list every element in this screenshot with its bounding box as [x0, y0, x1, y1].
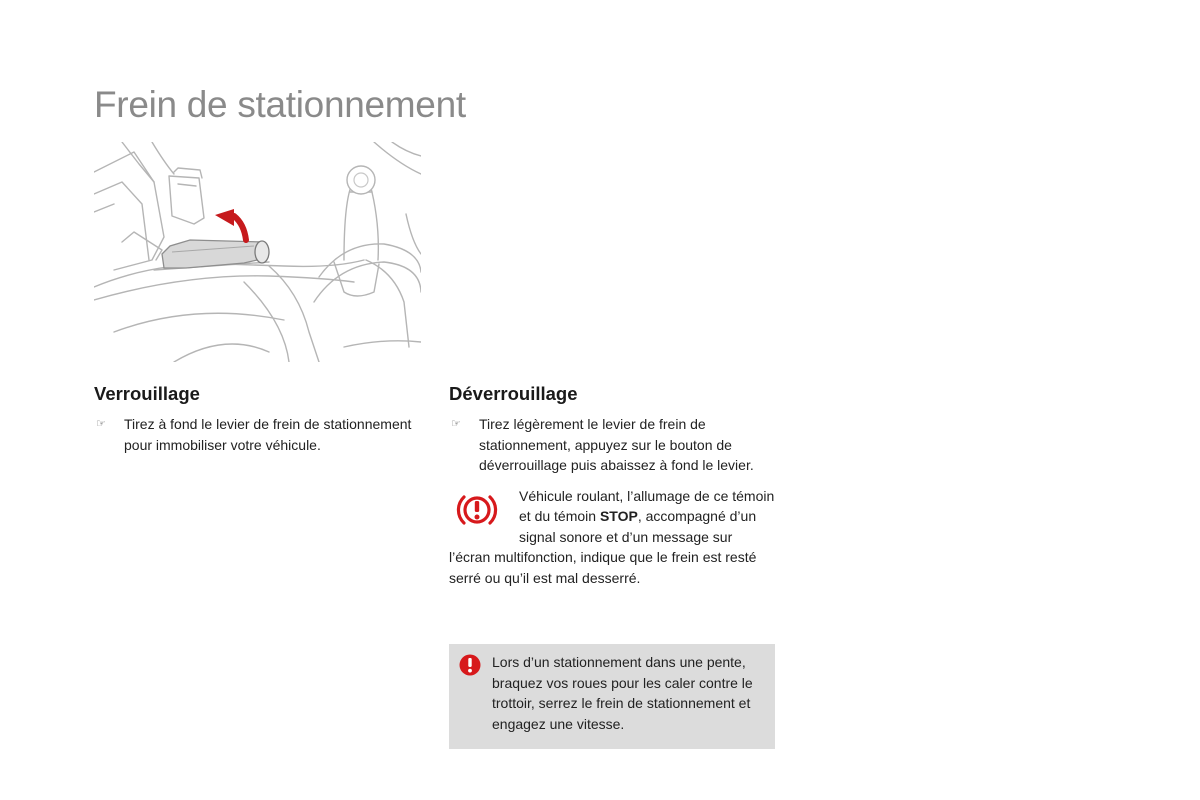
pointing-hand-icon: ☞: [451, 418, 461, 430]
locking-section: [94, 383, 422, 455]
stop-label: STOP: [599, 508, 638, 524]
parking-note: [449, 644, 775, 749]
unlocking-instruction-text: Tirez légèrement le levier de frein de stationnement, appuyez sur le bouton de déverrouillage puis abaissez à fond le levier.: [479, 416, 754, 473]
handbrake-illustration: [94, 142, 421, 362]
pointing-hand-icon: ☞: [96, 418, 106, 430]
unlocking-section: [449, 383, 777, 588]
warning-text-before: Véhicule roulant, l’allumage de ce témoin et du témoin: [519, 487, 775, 524]
warning-paragraph: [449, 486, 777, 589]
locking-heading: Verrouillage: [94, 383, 200, 404]
unlocking-heading: Déverrouillage: [449, 383, 578, 404]
warning-text-after: , accompagné d’un signal sonore et d’un message sur l’écran multifonction, indique que le frein est resté serré ou qu’il est mal desserré.: [449, 508, 757, 586]
page-title: Frein de stationnement: [94, 84, 466, 125]
brake-warning-lamp-icon: [453, 488, 501, 532]
note-text: Lors d’un stationnement dans une pente, braquez vos roues pour les caler contre le trottoir, serrez le frein de stationnement et engagez une vitesse.: [492, 654, 753, 732]
locking-instruction: [94, 414, 422, 455]
locking-instruction-text: Tirez à fond le levier de frein de stationnement pour immobiliser votre véhicule.: [124, 416, 412, 453]
exclamation-icon: [459, 654, 481, 676]
unlocking-instruction: [449, 414, 777, 476]
